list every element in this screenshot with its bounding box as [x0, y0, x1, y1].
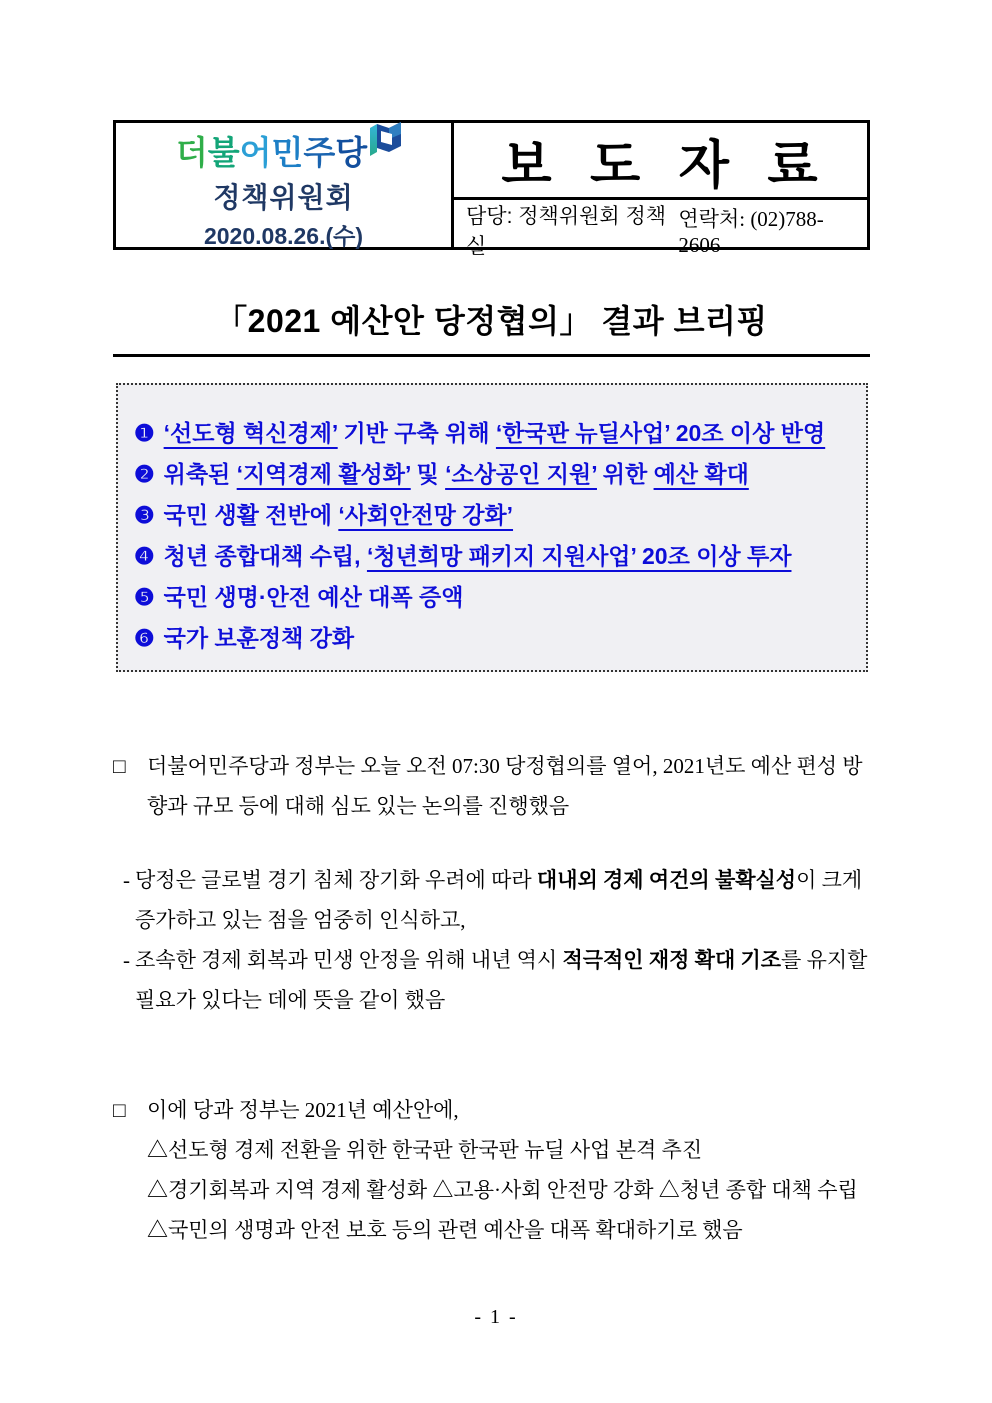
summary-text: 청년 종합대책 수립, — [163, 543, 367, 569]
summary-text: 및 — [410, 461, 446, 487]
text: 조속한 경제 회복과 민생 안정을 위해 내년 역시 — [135, 948, 563, 972]
item-number-icon: ❷ — [134, 461, 155, 487]
release-date: 2020.08.26.(수) — [203, 222, 364, 249]
summary-box — [116, 383, 868, 672]
summary-item — [134, 577, 852, 618]
contact-row — [454, 200, 867, 260]
summary-text: 위축된 — [163, 461, 237, 487]
bold-text: 적극적인 재정 확대 기조 — [562, 948, 782, 972]
item-number-icon: ❸ — [134, 502, 155, 528]
text: 더불어민주당과 정부는 오늘 오전 07:30 당정협의를 열어, 2021년도 예산 편성 방향과 규모 등에 대해 심도 있는 논의를 진행했음 — [147, 754, 863, 818]
party-name-char: 더 — [175, 134, 208, 172]
party-name-char: 주 — [303, 134, 336, 172]
paragraph — [113, 746, 873, 826]
summary-item — [134, 413, 852, 454]
text: 이에 당과 정부는 2021년 예산안에, — [147, 1098, 459, 1122]
summary-text: 기반 구축 위해 — [337, 420, 496, 446]
item-number-icon: ❻ — [134, 625, 155, 651]
item-number-icon: ❶ — [134, 420, 155, 446]
party-logo — [176, 121, 401, 171]
text: △경기회복과 지역 경제 활성화 △고용·사회 안전망 강화 △청년 종합 대책 수립 — [147, 1178, 858, 1202]
summary-underlined-text: ‘청년희망 패키지 지원사업’ 20조 이상 투자 — [366, 543, 792, 569]
header-table — [113, 120, 870, 258]
paragraph — [113, 860, 873, 940]
party-flag-icon — [369, 121, 401, 157]
press-release-title: 보 도 자 료 — [454, 123, 867, 200]
contact-phone: 연락처: (02)788-2606 — [678, 206, 824, 257]
press-title-cell — [454, 123, 867, 258]
document-title: 「2021 예산안 당정협의」 결과 브리핑 — [113, 296, 870, 357]
item-number-icon: ❺ — [134, 584, 155, 610]
bold-text: 대내외 경제 여건의 불확실성 — [536, 868, 797, 892]
paragraph — [113, 1170, 873, 1210]
paragraph — [113, 1210, 873, 1250]
paragraph — [113, 1130, 873, 1170]
square-bullet-icon: □ — [113, 1098, 126, 1122]
summary-underlined-text: ‘한국판 뉴딜사업’ 20조 이상 반영 — [495, 420, 826, 446]
text: △국민의 생명과 안전 보호 등의 관련 예산을 대폭 확대하기로 했음 — [147, 1218, 743, 1242]
paragraph — [113, 1090, 873, 1130]
party-name-char: 어 — [239, 134, 272, 172]
manager-label: 담당: 정책위원회 정책실 — [466, 205, 667, 258]
body-text — [113, 746, 873, 1250]
summary-underlined-text: ‘소상공인 지원’ — [445, 461, 597, 487]
text: 이 크게 증가하고 있는 점을 엄중히 인식하고, — [135, 868, 863, 932]
summary-underlined-text: ‘선도형 혁신경제’ — [163, 420, 338, 446]
text: 를 유지할 필요가 있다는 데에 뜻을 같이 했음 — [135, 948, 868, 1012]
page-number: - 1 - — [474, 1306, 518, 1328]
summary-item — [134, 618, 852, 659]
paragraph-text — [135, 940, 873, 1020]
paragraph-text — [135, 860, 873, 940]
paragraph-text — [147, 746, 873, 826]
summary-item — [134, 495, 852, 536]
summary-text: 위한 — [596, 461, 654, 487]
paragraph-text — [147, 1170, 873, 1210]
dash-bullet-icon: - — [123, 868, 130, 892]
summary-item — [134, 454, 852, 495]
paragraph-text — [147, 1130, 873, 1170]
paragraph-text — [147, 1090, 873, 1130]
dash-bullet-icon: - — [123, 948, 130, 972]
summary-underlined-text: ‘지역경제 활성화’ — [236, 461, 411, 487]
party-name-char: 민 — [271, 134, 304, 172]
paragraph-text — [147, 1210, 873, 1250]
committee-name: 정책위원회 — [213, 181, 354, 213]
summary-text: 국민 생활 전반에 — [163, 502, 339, 528]
summary-text: 국민 생명·안전 예산 대폭 증액 — [163, 584, 464, 610]
party-name-char: 당 — [335, 134, 368, 172]
summary-underlined-text: ‘사회안전망 강화’ — [338, 502, 514, 528]
square-bullet-icon: □ — [113, 754, 126, 778]
party-info-cell — [116, 123, 454, 247]
item-number-icon: ❹ — [134, 543, 155, 569]
text: 당정은 글로벌 경기 침체 장기화 우려에 따라 — [135, 868, 537, 892]
summary-text: 국가 보훈정책 강화 — [163, 625, 355, 651]
party-name — [176, 135, 367, 171]
summary-item — [134, 536, 852, 577]
text: △선도형 경제 전환을 위한 한국판 한국판 뉴딜 사업 본격 추진 — [147, 1138, 703, 1162]
party-name-char: 불 — [207, 134, 240, 172]
summary-underlined-text: 예산 확대 — [653, 461, 749, 487]
paragraph — [113, 940, 873, 1020]
